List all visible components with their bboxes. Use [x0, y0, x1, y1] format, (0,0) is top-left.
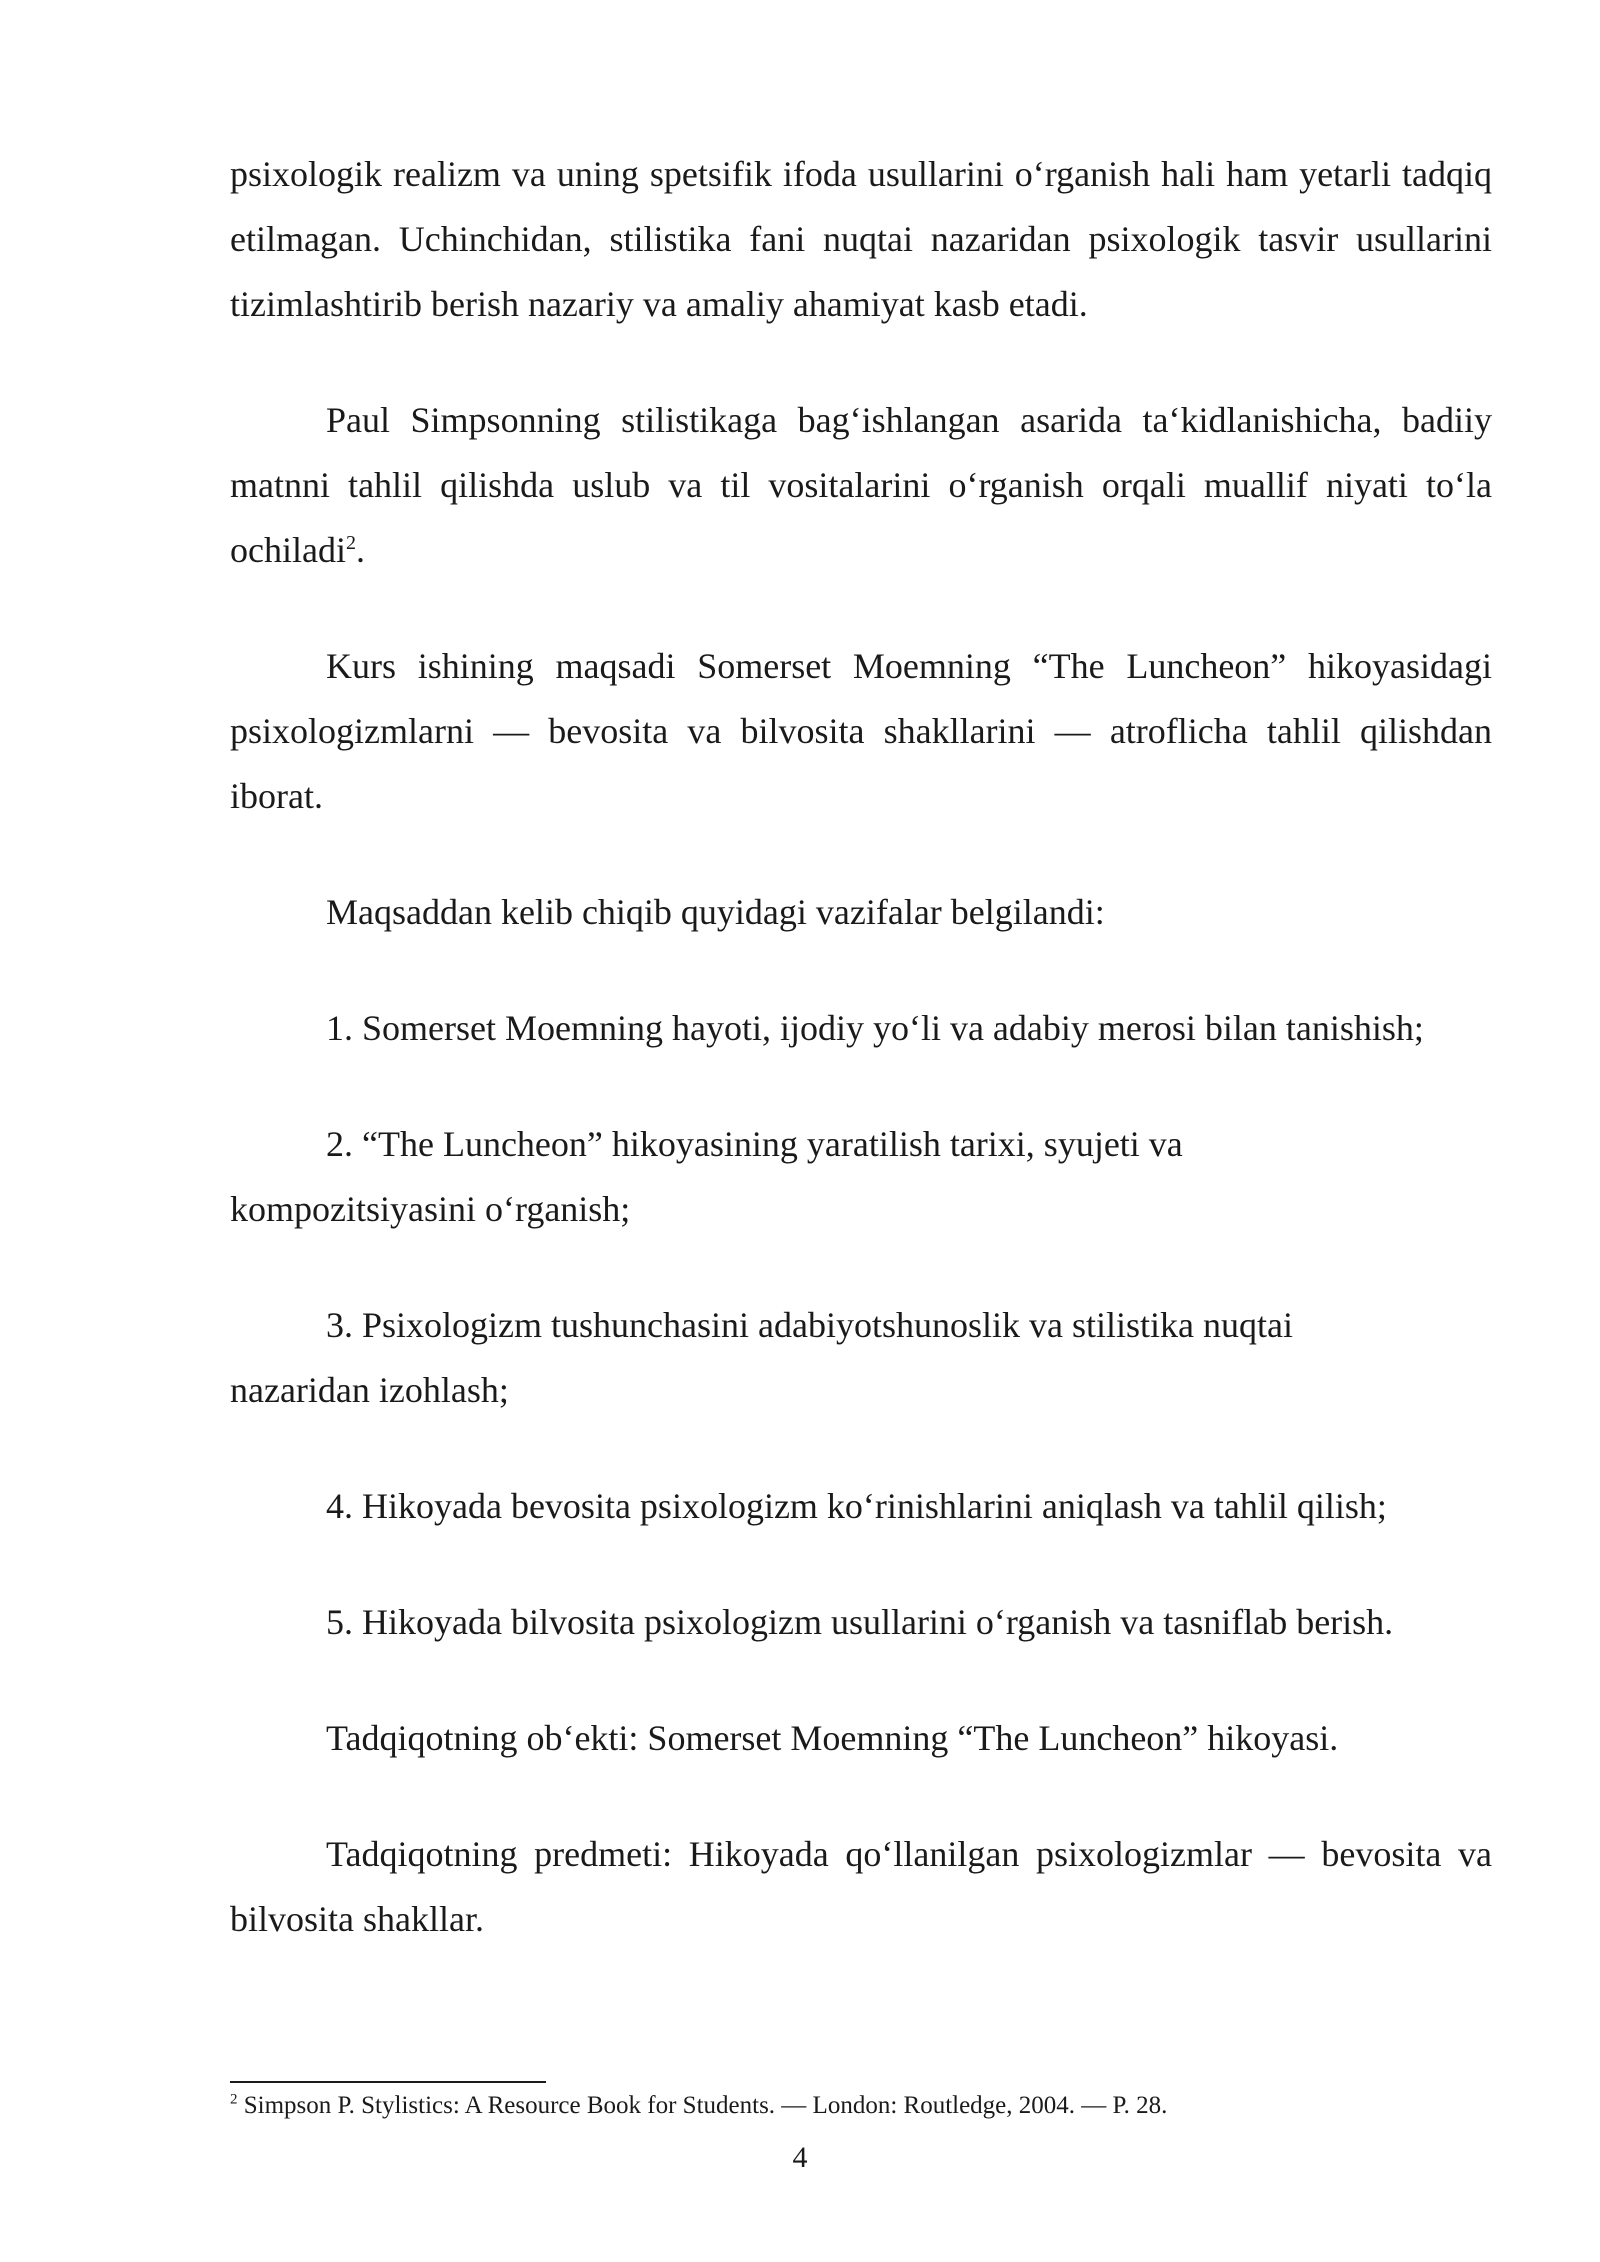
research-subject: Tadqiqotning predmeti: Hikoyada qo‘llanilgan psixologizmlar — bevosita va bilvosita shakllar.	[230, 1834, 1492, 1939]
footnote	[230, 2088, 1492, 2124]
simpson-citation-end: .	[355, 530, 365, 570]
page-number: 4	[792, 2141, 808, 2174]
footnote-reference[interactable]: 2	[345, 532, 356, 554]
paragraph-research-goal: Kurs ishining maqsadi Somerset Moemning “The Luncheon” hikoyasidagi psixologizmlarni — bevosita va bilvosita shakllarini — atroflicha tahlil qilishdan iborat.	[230, 646, 1492, 816]
footnote-text: Simpson P. Stylistics: A Resource Book for Students. — London: Routledge, 2004. — P. 28.	[237, 2092, 1168, 2119]
task-item-5: 5. Hikoyada bilvosita psixologizm usullarini o‘rganish va tasniflab berish.	[326, 1602, 1394, 1642]
paragraph-simpson-citation	[230, 388, 1492, 583]
paragraph-intro-continuation: psixologik realizm va uning spetsifik ifoda usullarini o‘rganish hali ham yetarli tadqiq etilmagan. Uchinchidan, stilistika fani nuqtai nazaridan psixologik tasvir usullarini tizimlashtirib berish nazariy va amaliy ahamiyat kasb etadi.	[230, 154, 1492, 324]
task-item-2: 2. “The Luncheon” hikoyasining yaratilish tarixi, syujeti va kompozitsiyasini o‘rganish;	[230, 1124, 1183, 1229]
research-object: Tadqiqotning ob‘ekti: Somerset Moemning “The Luncheon” hikoyasi.	[326, 1718, 1339, 1758]
simpson-citation-text: Paul Simpsonning stilistikaga bag‘ishlangan asarida ta‘kidlanishicha, badiiy matnni tahlil qilishda uslub va til vositalarini o‘rganish orqali muallif niyati to‘la ochiladi	[230, 400, 1492, 570]
footnote-number: 2	[230, 2091, 238, 2108]
task-item-4: 4. Hikoyada bevosita psixologizm ko‘rinishlarini aniqlash va tahlil qilish;	[326, 1486, 1387, 1526]
task-item-3: 3. Psixologizm tushunchasini adabiyotshunoslik va stilistika nuqtai nazaridan izohlash;	[230, 1305, 1293, 1410]
task-item-1: 1. Somerset Moemning hayoti, ijodiy yo‘li va adabiy merosi bilan tanishish;	[326, 1008, 1424, 1048]
footnote-separator	[230, 2081, 546, 2083]
paragraph-tasks-intro: Maqsaddan kelib chiqib quyidagi vazifalar belgilandi:	[326, 892, 1105, 932]
